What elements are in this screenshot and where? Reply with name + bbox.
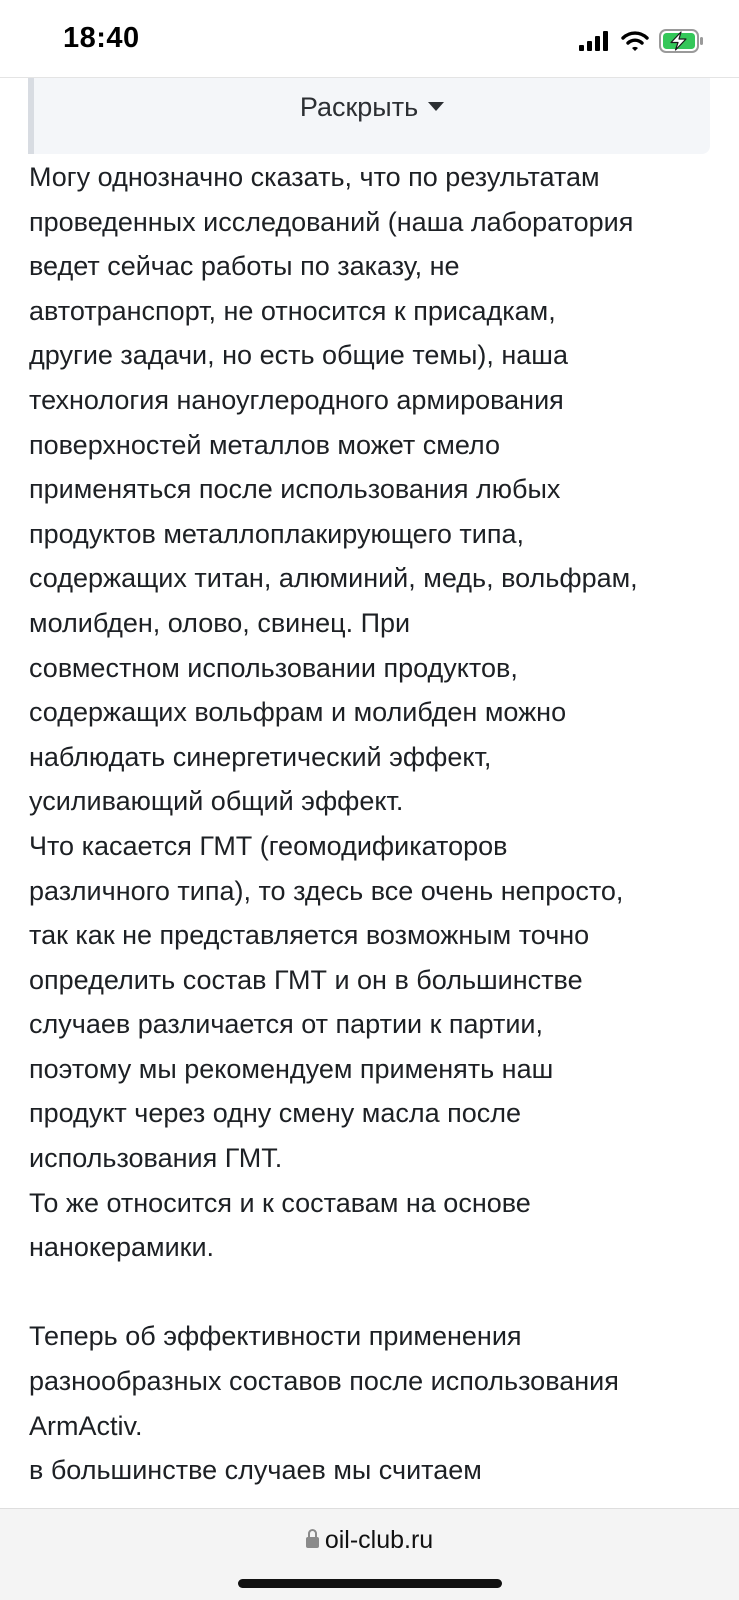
status-time: 18:40 [63, 22, 140, 54]
post-content [0, 78, 739, 1508]
url-text: oil-club.ru [324, 1526, 434, 1554]
home-indicator[interactable] [238, 1579, 502, 1588]
browser-bottom-bar [0, 1508, 739, 1600]
caret-down-icon [428, 102, 444, 111]
spoiler-expand-button[interactable] [34, 92, 710, 123]
post-body-text: Могу однозначно сказать, что по результатам проведенных исследований (наша лаборатория ведет сейчас работы по заказу, не автотранспорт, не относится к присадкам, другие задачи, но есть общие темы), наша технология наноуглеродного армирования поверхностей металлов может смело применяться после использования любых продуктов металлоплакирующего типа, содержащих титан, алюминий, медь, вольфрам, молибден, олово, свинец. При совместном использовании продуктов, содержащих вольфрам и молибден можно наблюдать синергетический эффект, усиливающий общий эффект. Что касается ГМТ (геомодификаторов различного типа), то здесь все очень непросто, так как не представляется возможным точно определить состав ГМТ и он в большинстве случаев различается от партии к партии, поэтому мы рекомендуем применять наш продукт через одну смену масла после использования ГМТ. То же относится и к составам на основе нанокерамики. Теперь об эффективности применения разнообразных составов после использования ArmActiv. в большинстве случаев мы считаем [29, 162, 638, 1486]
status-icons [579, 28, 705, 54]
wifi-icon [621, 31, 649, 52]
spoiler-expand-label: Раскрыть [299, 92, 419, 122]
status-bar [0, 0, 739, 78]
address-bar[interactable] [0, 1526, 739, 1555]
lock-icon [306, 1537, 319, 1548]
cellular-signal-icon [579, 31, 611, 51]
spoiler-block [28, 78, 710, 154]
battery-charging-icon [659, 29, 705, 53]
